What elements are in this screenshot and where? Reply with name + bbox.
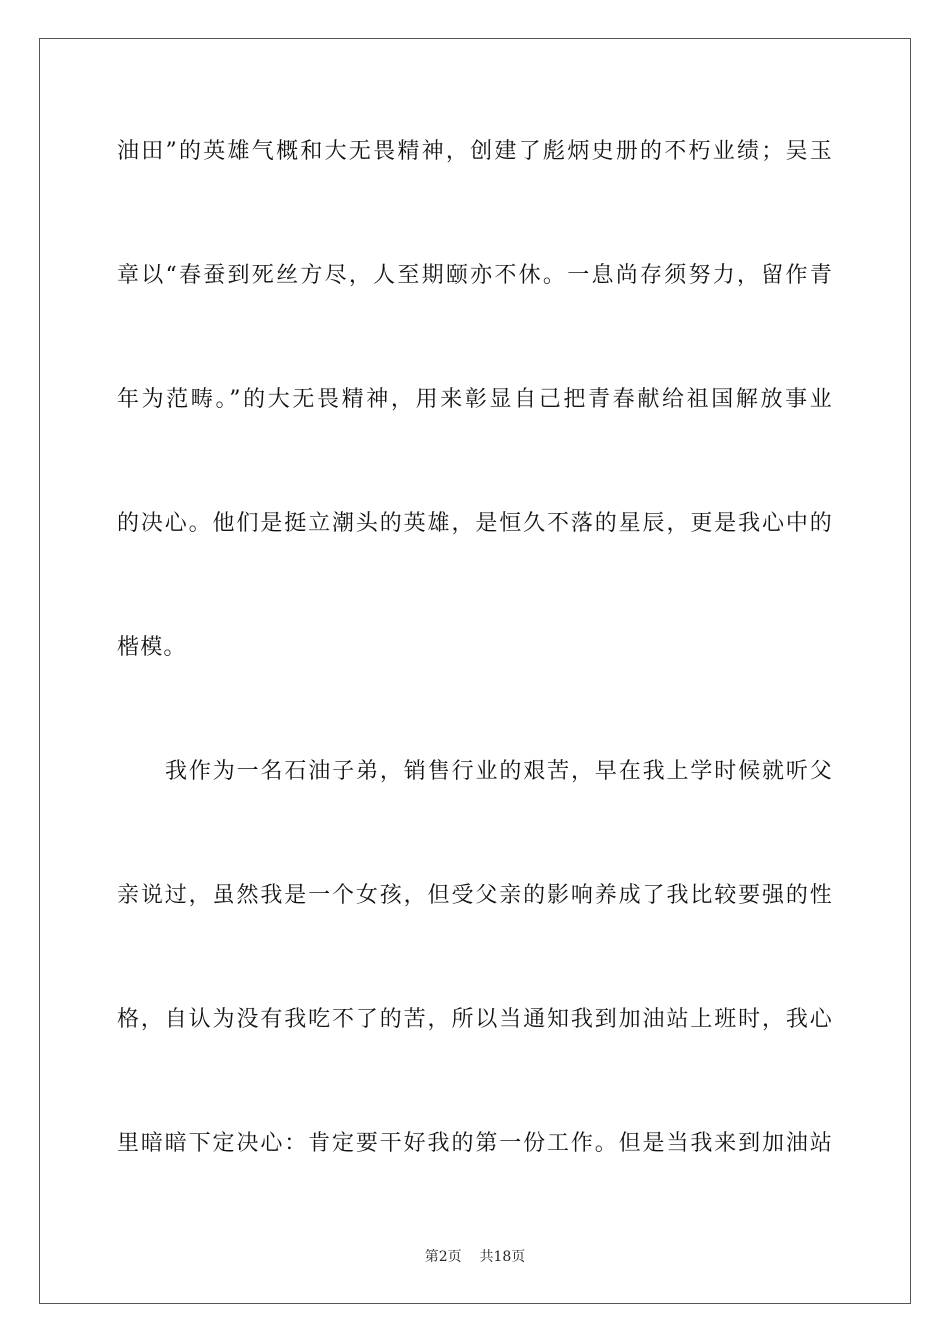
page-border — [39, 38, 911, 1304]
text-line: 亲说过，虽然我是一个女孩，但受父亲的影响养成了我比较要强的性 — [117, 883, 833, 908]
text-line: 年为范畴。”的大无畏精神，用来彰显自己把青春献给祖国解放事业 — [117, 387, 833, 412]
text-line: 的决心。他们是挺立潮头的英雄，是恒久不落的星辰，更是我心中的 — [117, 511, 833, 536]
text-line: 章以“春蚕到死丝方尽，人至期颐亦不休。一息尚存须努力，留作青 — [117, 263, 833, 288]
text-line: 里暗暗下定决心：肯定要干好我的第一份工作。但是当我来到加油站 — [117, 1131, 833, 1156]
text-line: 楷模。 — [117, 635, 187, 660]
page-footer — [0, 1248, 950, 1266]
paragraph-first-line: 我作为一名石油子弟，销售行业的艰苦，早在我上学时候就听父 — [165, 759, 833, 784]
current-page-label: 第2页 — [424, 1249, 462, 1265]
text-line: 格，自认为没有我吃不了的苦，所以当通知我到加油站上班时，我心 — [117, 1007, 833, 1032]
text-line: 油田”的英雄气概和大无畏精神，创建了彪炳史册的不朽业绩；吴玉 — [117, 139, 833, 164]
total-pages-label: 共18页 — [479, 1249, 526, 1265]
